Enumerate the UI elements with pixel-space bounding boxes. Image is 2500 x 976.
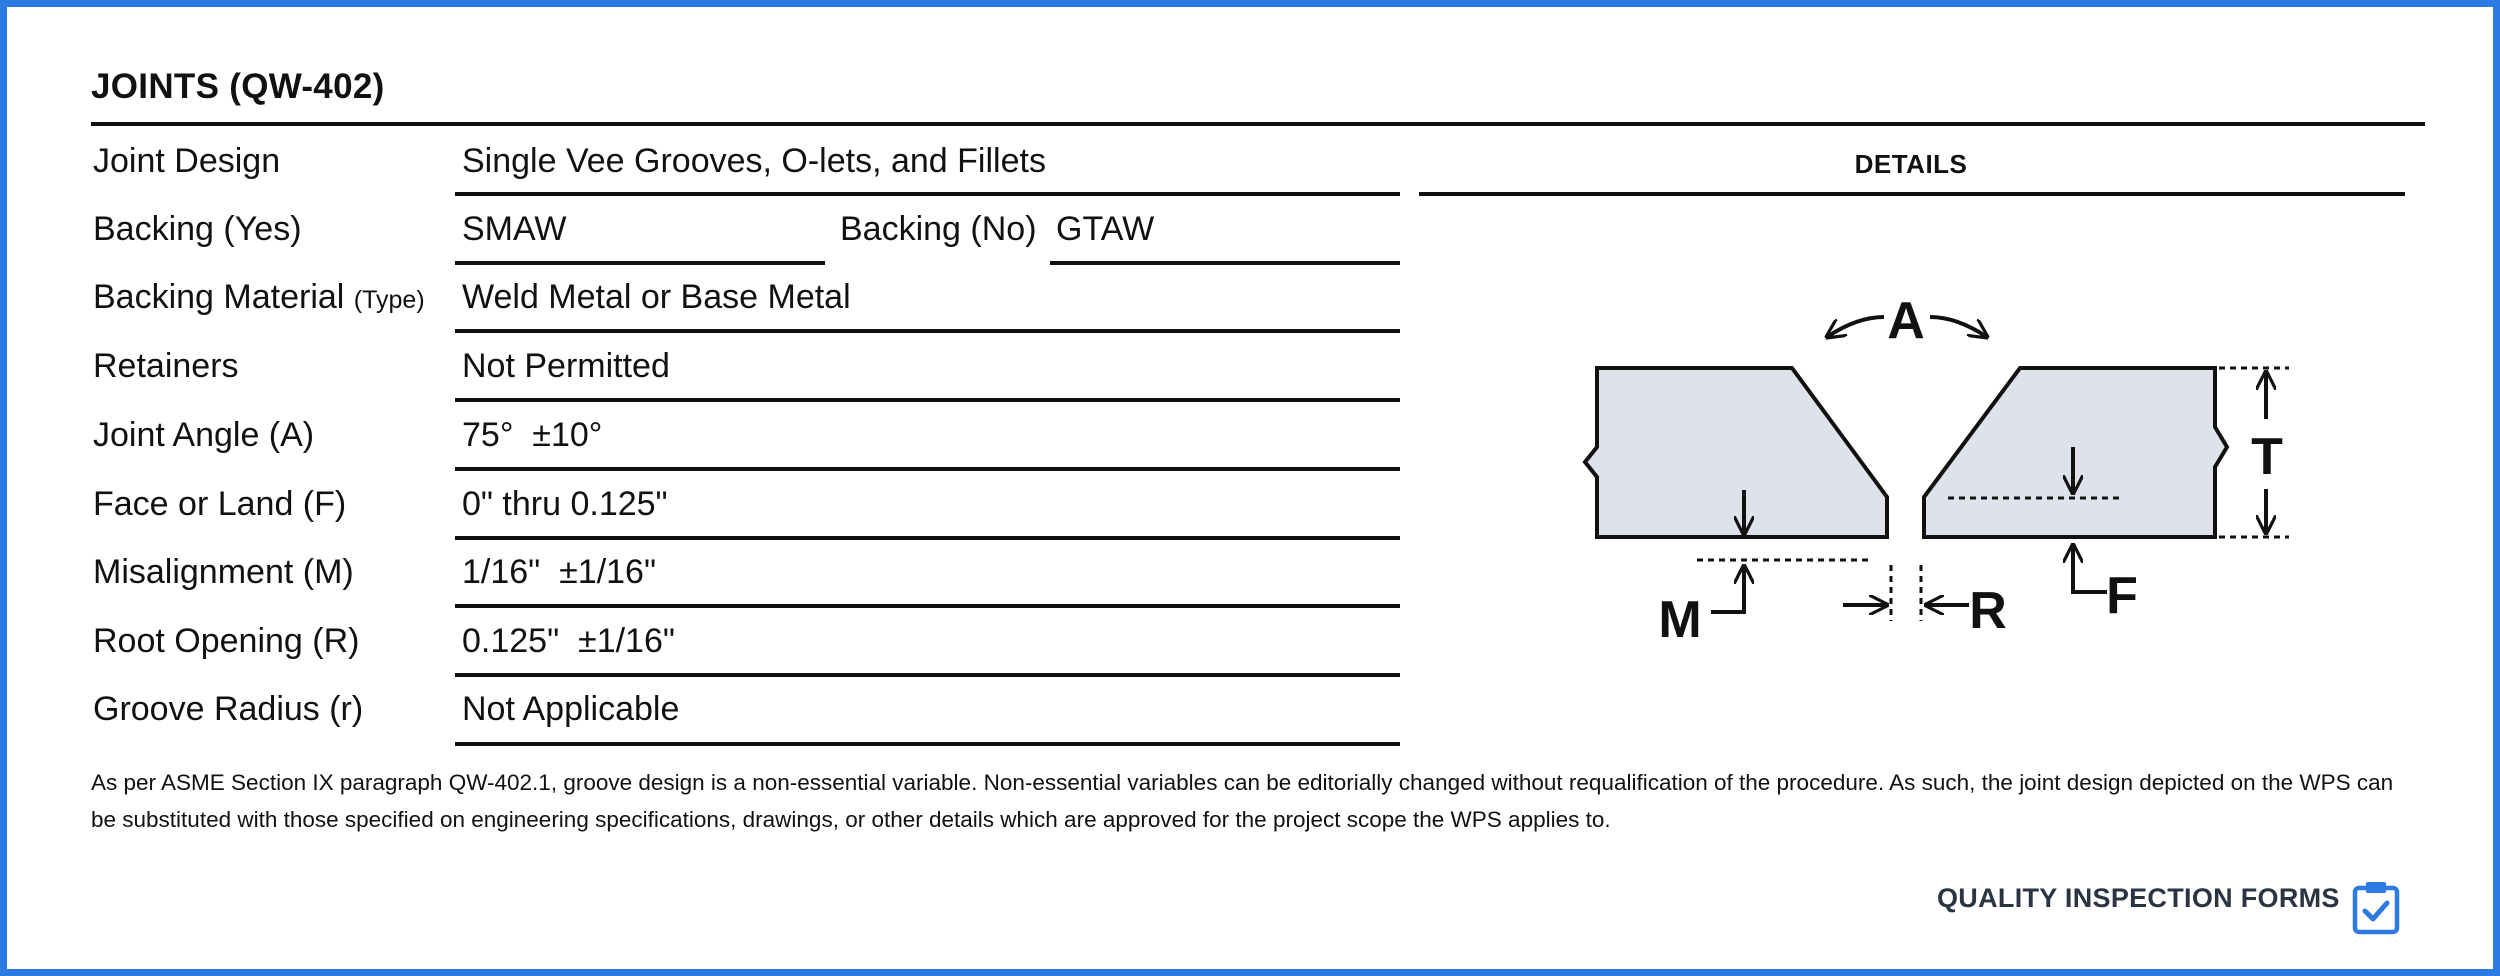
backing-yes-label: Backing (Yes) — [93, 210, 302, 248]
clipboard-check-icon — [2351, 879, 2401, 935]
qw-402-note: As per ASME Section IX paragraph QW-402.1, groove design is a non-essential variable. Non-essential variables can be editorially changed without requalification of the procedure. As such, the joint design depicted on the WPS can be substituted with those specified on engineering specifications, drawings, or other details which are approved for the project scope the WPS applies to. — [91, 770, 2394, 832]
retainers-label: Retainers — [93, 347, 239, 385]
backing-no-underline — [1050, 261, 1400, 265]
misalignment-label: Misalignment (M) — [93, 553, 354, 591]
details-rule — [1419, 192, 2405, 196]
angle-a-right-arrow — [1930, 317, 1987, 337]
label-r: R — [1969, 582, 2007, 640]
retainers-underline — [455, 398, 1400, 402]
single-vee-groove-diagram — [1567, 277, 2327, 657]
label-t: T — [2251, 428, 2283, 486]
backing-material-label — [93, 278, 425, 317]
joint-angle-underline — [455, 467, 1400, 471]
label-a: A — [1887, 292, 1925, 350]
details-heading: DETAILS — [1854, 149, 1968, 179]
backing-yes-field[interactable]: SMAW — [462, 210, 567, 248]
brand-name: QUALITY INSPECTION FORMS — [1937, 883, 2340, 913]
misalignment-leader — [1711, 566, 1744, 612]
backing-material-field[interactable]: Weld Metal or Base Metal — [462, 278, 851, 316]
joint-design-label: Joint Design — [93, 142, 281, 180]
retainers-field[interactable]: Not Permitted — [462, 347, 670, 385]
groove-radius-underline — [455, 742, 1400, 746]
face-leader — [2073, 545, 2107, 592]
label-m: M — [1658, 591, 1702, 649]
backing-yes-underline — [455, 261, 825, 265]
left-plate — [1585, 368, 1887, 537]
joint-design-field[interactable]: Single Vee Grooves, O-lets, and Fillets — [462, 142, 1046, 180]
misalignment-field[interactable]: 1/16" ±1/16" — [462, 553, 657, 591]
misalignment-underline — [455, 604, 1400, 608]
label-f: F — [2106, 567, 2138, 625]
title-rule — [91, 122, 2425, 126]
right-plate — [1924, 368, 2227, 537]
joint-angle-label: Joint Angle (A) — [93, 416, 315, 454]
joint-angle-field[interactable]: 75° ±10° — [462, 416, 603, 454]
joint-design-underline — [455, 192, 1400, 196]
angle-a-left-arrow — [1827, 317, 1884, 337]
backing-material-underline — [455, 329, 1400, 333]
groove-radius-label: Groove Radius (r) — [93, 690, 364, 728]
face-or-land-underline — [455, 536, 1400, 540]
section-title: JOINTS (QW-402) — [91, 67, 385, 106]
backing-no-label: Backing (No) — [840, 210, 1037, 248]
face-or-land-label: Face or Land (F) — [93, 485, 347, 523]
face-or-land-field[interactable]: 0" thru 0.125" — [462, 485, 668, 523]
root-opening-label: Root Opening (R) — [93, 622, 360, 660]
groove-radius-field[interactable]: Not Applicable — [462, 690, 680, 728]
root-opening-underline — [455, 673, 1400, 677]
root-opening-field[interactable]: 0.125" ±1/16" — [462, 622, 675, 660]
backing-no-field[interactable]: GTAW — [1056, 210, 1155, 248]
backing-material-label-suffix: (Type) — [353, 286, 425, 314]
backing-material-label-text: Backing Material — [93, 278, 345, 316]
